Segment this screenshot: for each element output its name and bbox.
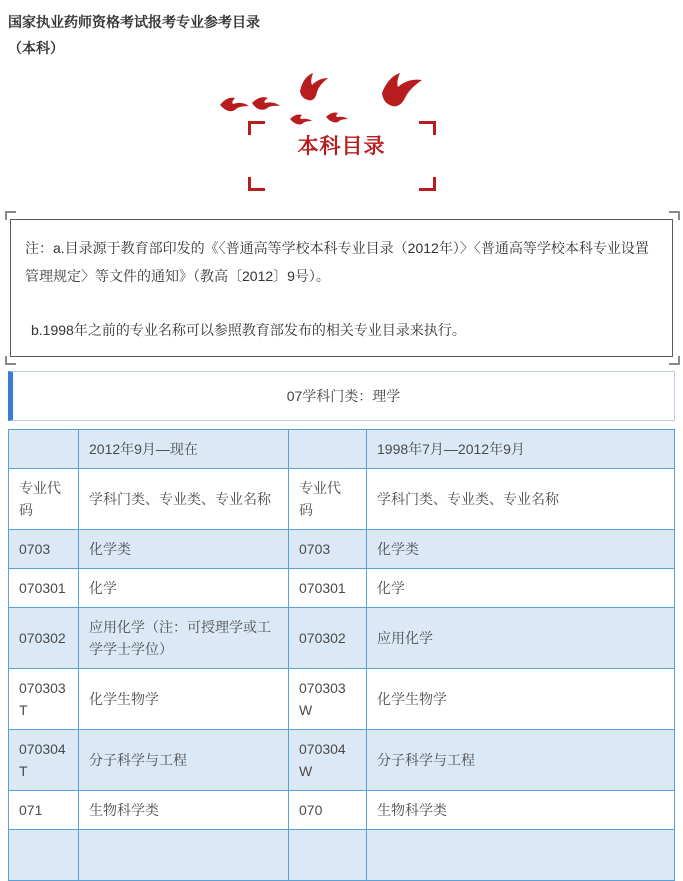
col-header-name-left: 学科门类、专业类、专业名称 <box>79 469 289 530</box>
note-corner-mark-top-left <box>5 211 16 220</box>
col-header-name-right: 学科门类、专业类、专业名称 <box>367 469 675 530</box>
cell-name-current: 化学生物学 <box>79 669 289 730</box>
frame-corner-bottom-left <box>248 177 265 191</box>
banner <box>192 67 492 189</box>
banner-caption: 本科目录 <box>297 135 386 158</box>
cell-name-previous: 化学 <box>367 569 675 608</box>
cell-name-previous: 化学类 <box>367 530 675 569</box>
note-box <box>10 219 673 357</box>
table-row <box>9 608 675 669</box>
cell-name-previous: 生物科学类 <box>367 791 675 830</box>
cell-code-current: 070302 <box>9 608 79 669</box>
table-row <box>9 791 675 830</box>
table-period-header-row <box>9 430 675 469</box>
cell-name-previous: 分子科学与工程 <box>367 730 675 791</box>
page-subtitle: （本科） <box>8 40 64 56</box>
cell-name-previous: 化学生物学 <box>367 669 675 730</box>
note-line-a: 注：a.目录源于教育部印发的《〈普通高等学校本科专业目录（2012年）〉〈普通高等学校本科专业设置管理规定〉等文件的通知》（教高〔2012〕9号）。 <box>25 240 649 284</box>
cell-name-current: 应用化学（注：可授理学或工学学士学位） <box>79 608 289 669</box>
cell-code-current: 070304T <box>9 730 79 791</box>
flying-birds-icon <box>214 69 454 127</box>
cell-name-current: 分子科学与工程 <box>79 730 289 791</box>
cell-empty <box>79 830 289 881</box>
cell-empty <box>9 430 79 469</box>
period-header-current: 2012年9月—现在 <box>79 430 289 469</box>
cell-empty <box>289 830 367 881</box>
table-row <box>9 530 675 569</box>
cell-code-current: 070303T <box>9 669 79 730</box>
cell-empty <box>367 830 675 881</box>
cell-code-previous: 070 <box>289 791 367 830</box>
cell-code-previous: 0703 <box>289 530 367 569</box>
table-row <box>9 669 675 730</box>
table-row-partial <box>9 830 675 881</box>
cell-code-current: 071 <box>9 791 79 830</box>
cell-empty <box>289 430 367 469</box>
section-heading: 07学科门类：理学 <box>286 388 401 404</box>
section-heading-bar <box>8 371 675 421</box>
note-corner-mark-bottom-right <box>669 356 680 365</box>
table-column-header-row <box>9 469 675 530</box>
note-corner-mark-bottom-left <box>5 356 16 365</box>
cell-code-current: 070301 <box>9 569 79 608</box>
cell-code-previous: 070301 <box>289 569 367 608</box>
page-title: 国家执业药师资格考试报考专业参考目录 <box>8 14 260 30</box>
cell-name-current: 化学类 <box>79 530 289 569</box>
cell-name-current: 化学 <box>79 569 289 608</box>
table-row <box>9 569 675 608</box>
table-row <box>9 730 675 791</box>
cell-name-previous: 应用化学 <box>367 608 675 669</box>
cell-code-previous: 070304W <box>289 730 367 791</box>
frame-corner-bottom-right <box>419 177 436 191</box>
page-header <box>0 0 683 61</box>
note-line-b: b.1998年之前的专业名称可以参照教育部发布的相关专业目录来执行。 <box>31 322 466 338</box>
note-corner-mark-top-right <box>669 211 680 220</box>
cell-name-current: 生物科学类 <box>79 791 289 830</box>
cell-empty <box>9 830 79 881</box>
banner-frame <box>254 123 430 189</box>
col-header-code-left: 专业代码 <box>9 469 79 530</box>
cell-code-previous: 070303W <box>289 669 367 730</box>
major-catalog-table <box>8 429 675 881</box>
col-header-code-right: 专业代码 <box>289 469 367 530</box>
cell-code-previous: 070302 <box>289 608 367 669</box>
period-header-previous: 1998年7月—2012年9月 <box>367 430 675 469</box>
cell-code-current: 0703 <box>9 530 79 569</box>
